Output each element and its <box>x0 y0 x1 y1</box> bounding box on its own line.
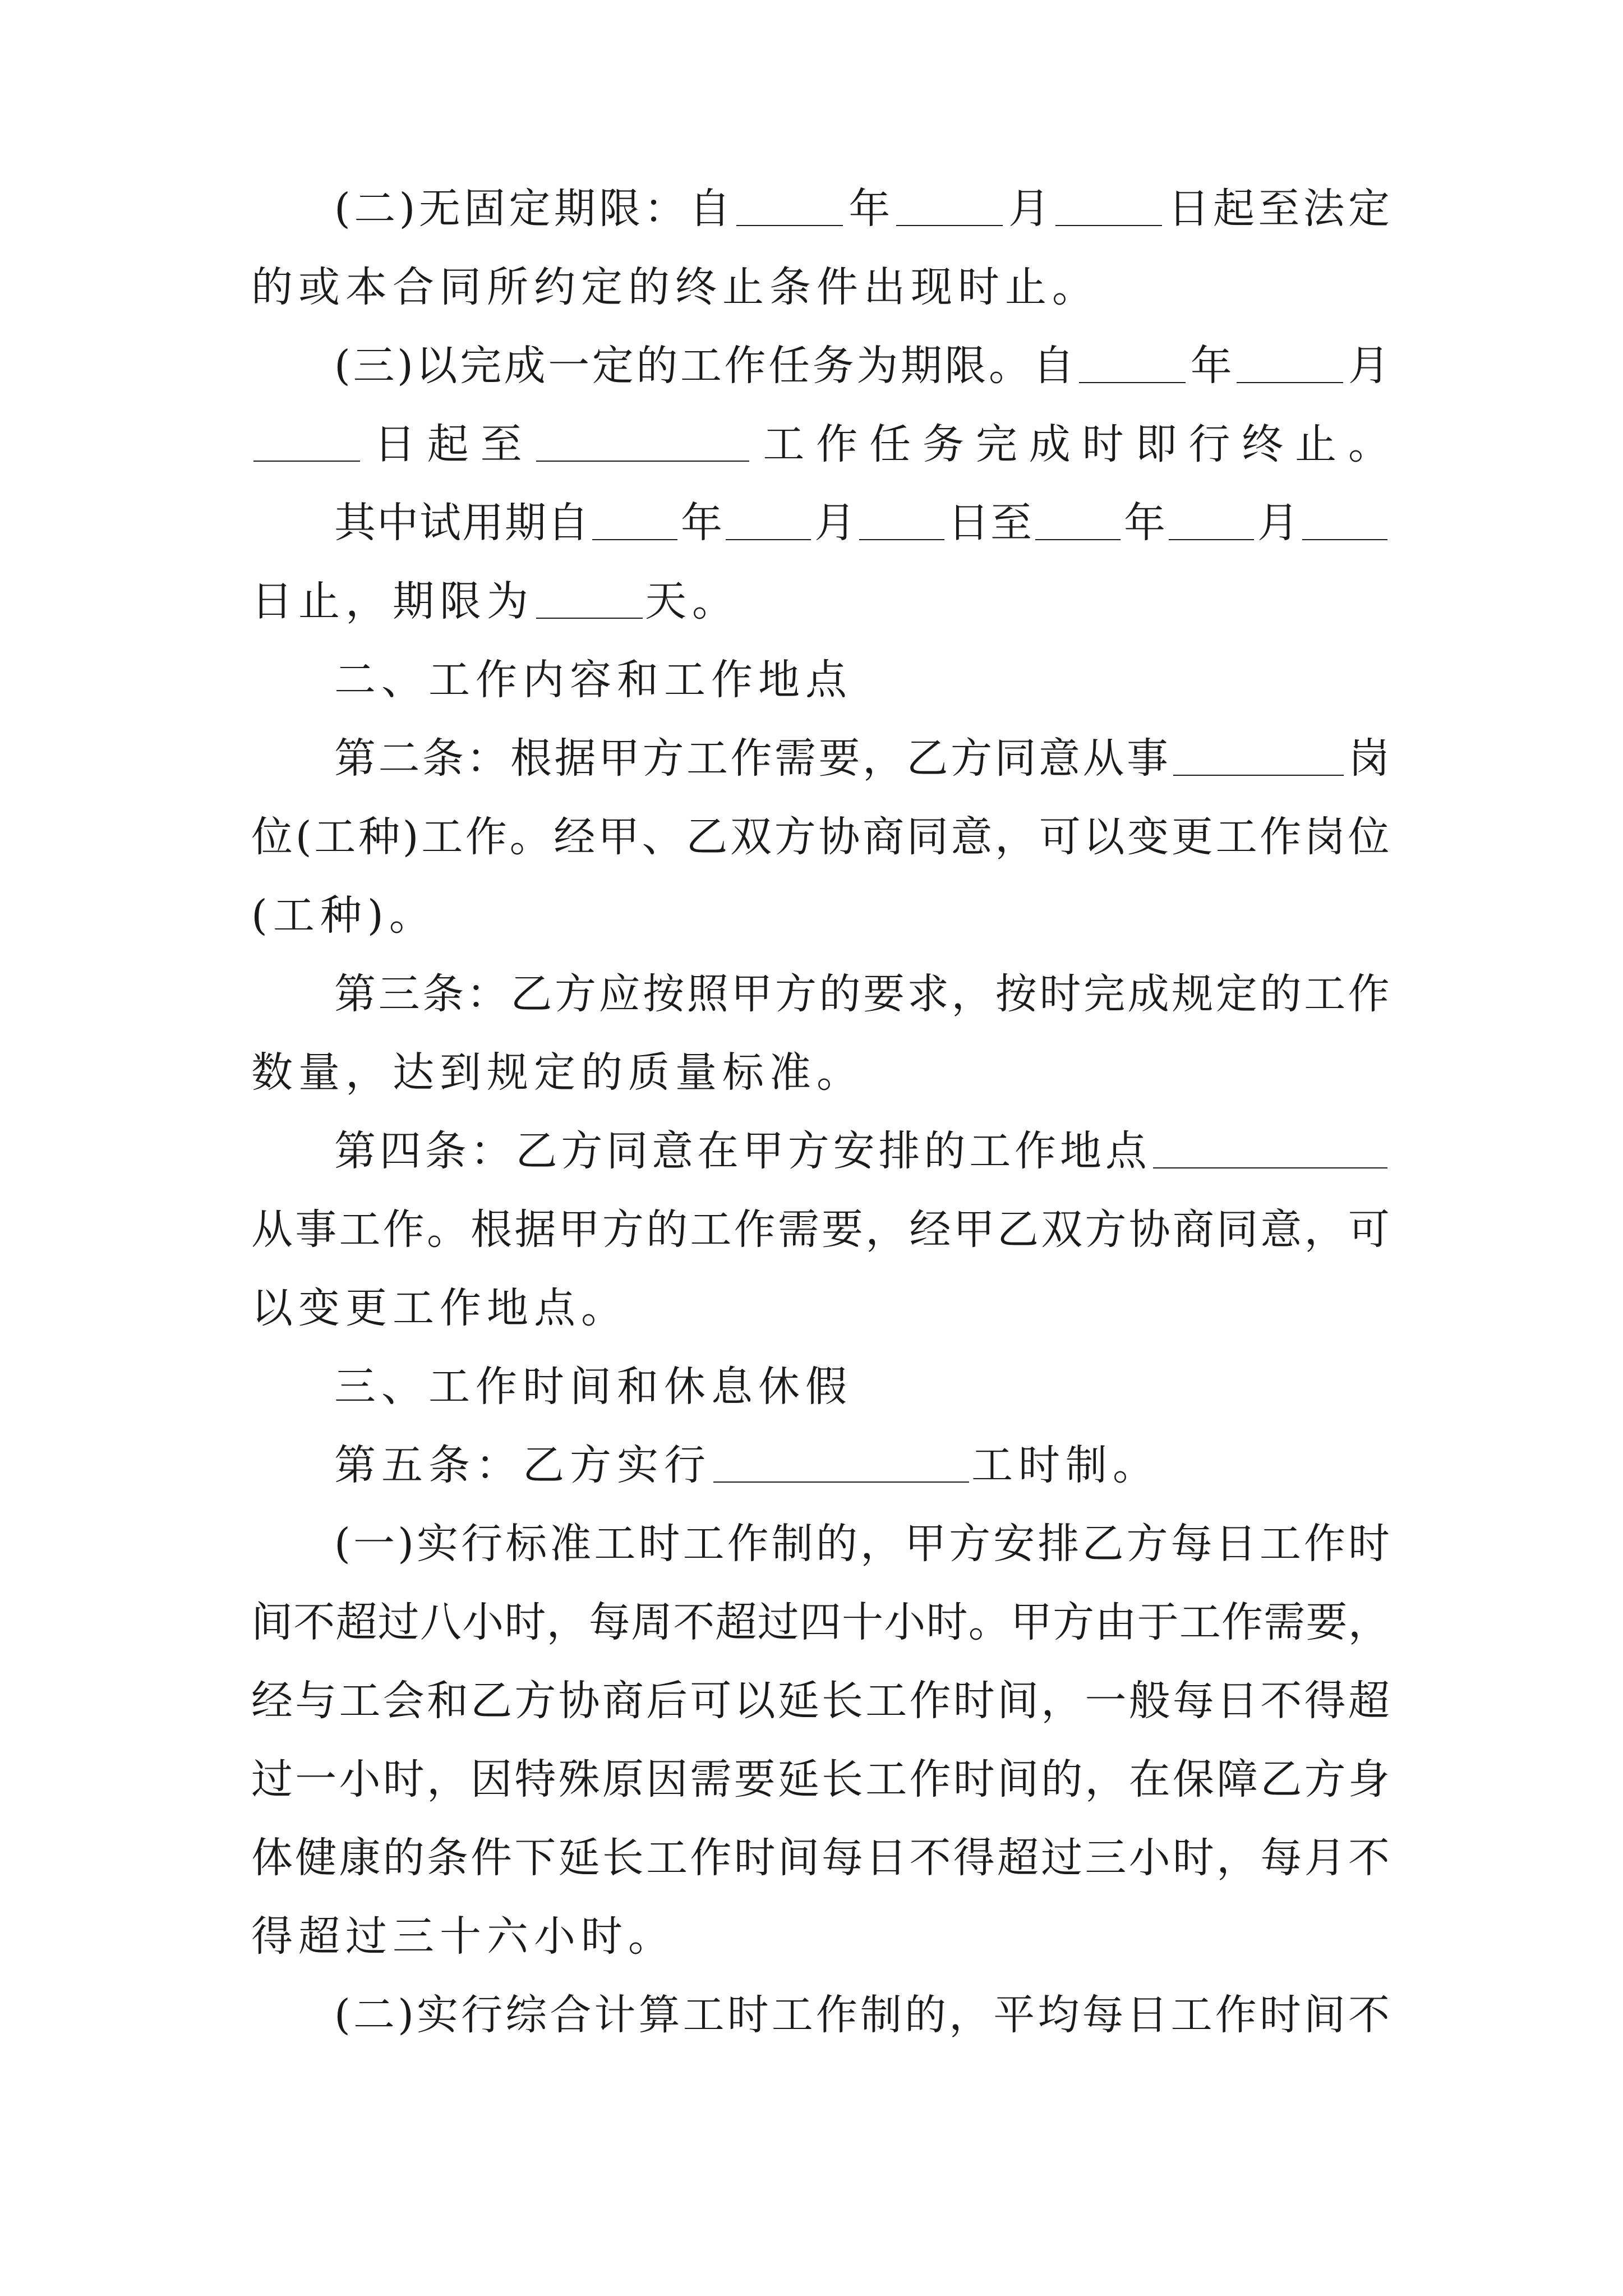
fill-in-blank <box>859 539 944 540</box>
text-line: 过 一 小 时 ， 因 特 殊 原 因 需 要 延 长 工 作 时 间 的 ， 在 保 障 乙 方 身 <box>251 1755 1390 1803</box>
text-line: 第五条：乙方实行 工时制。 <box>334 1441 1160 1489</box>
text-line: (工种)。 <box>251 891 436 940</box>
text-line: 第 二 条 ： 根 据 甲 方 工 作 需 要 ， 乙 方 同 意 从 事 岗 <box>334 734 1390 783</box>
text-line: 得超过三十六小时。 <box>251 1912 675 1961</box>
text-line: ( 三 ) 以 完 成 一 定 的 工 作 任 务 为 期 限 。 自 年 月 <box>334 342 1390 390</box>
text-line: ( 二 ) 无 固 定 期 限 ： 自 年 月 日 起 至 法 定 <box>334 185 1390 233</box>
fill-in-blank <box>736 225 843 226</box>
text-line: 体 健 康 的 条 件 下 延 长 工 作 时 间 每 日 不 得 超 过 三 小 时 ， 每 月 不 <box>251 1834 1390 1882</box>
text-line: 数量，达到规定的质量标准。 <box>251 1048 864 1097</box>
text-line: 间 不 超 过 八 小 时 ， 每 周 不 超 过 四 十 小 时 。 甲 方 由 于 工 作 需 要 ， <box>251 1598 1390 1646</box>
text-line: 经 与 工 会 和 乙 方 协 商 后 可 以 延 长 工 作 时 间 ， 一 般 每 日 不 得 超 <box>251 1677 1390 1725</box>
fill-in-blank <box>1055 225 1162 226</box>
fill-in-blank <box>896 225 1003 226</box>
text-line: 第 三 条 ： 乙 方 应 按 照 甲 方 的 要 求 ， 按 时 完 成 规 定 的 工 作 <box>334 970 1390 1018</box>
text-line: 从 事 工 作 。 根 据 甲 方 的 工 作 需 要 ， 经 甲 乙 双 方 协 商 同 意 ， 可 <box>251 1205 1390 1254</box>
fill-in-blank <box>713 1481 969 1483</box>
text-line: 三、工作时间和休息休假 <box>334 1363 852 1411</box>
text-line: 的或本合同所约定的终止条件出现时止。 <box>251 263 1099 311</box>
fill-in-blank <box>1035 539 1121 540</box>
fill-in-blank <box>726 539 811 540</box>
document-page <box>251 0 1390 2296</box>
text-line: 第 四 条 ： 乙 方 同 意 在 甲 方 安 排 的 工 作 地 点 <box>251 1117 1390 1185</box>
fill-in-blank <box>1302 539 1387 540</box>
text-line: ( 一 ) 实 行 标 准 工 时 工 作 制 的 ， 甲 方 安 排 乙 方 每 日 工 作 时 <box>334 1520 1390 1568</box>
text-line: 位 ( 工 种 ) 工 作 。 经 甲 、 乙 双 方 协 商 同 意 ， 可 以 变 更 工 作 岗 位 <box>251 813 1390 861</box>
fill-in-blank <box>253 461 360 462</box>
fill-in-blank <box>1169 539 1254 540</box>
fill-in-blank <box>536 461 749 462</box>
fill-in-blank <box>536 618 643 619</box>
fill-in-blank <box>592 539 677 540</box>
fill-in-blank <box>1237 382 1343 383</box>
text-line: 其 中 试 用 期 自 年 月 日 至 年 月 <box>251 489 1390 556</box>
text-line: 日止，期限为 天。 <box>251 577 739 625</box>
text-line: ( 二 ) 实 行 综 合 计 算 工 时 工 作 制 的 ， 平 均 每 日 工 作 时 间 不 <box>334 1991 1390 2039</box>
fill-in-blank <box>1153 1167 1387 1168</box>
text-line: 二、工作内容和工作地点 <box>334 656 852 704</box>
text-line: 日 起 至 工 作 任 务 完 成 时 即 行 终 止 。 <box>251 411 1390 478</box>
fill-in-blank <box>1079 382 1186 383</box>
text-line: 以变更工作地点。 <box>251 1284 628 1332</box>
fill-in-blank <box>1173 775 1344 776</box>
